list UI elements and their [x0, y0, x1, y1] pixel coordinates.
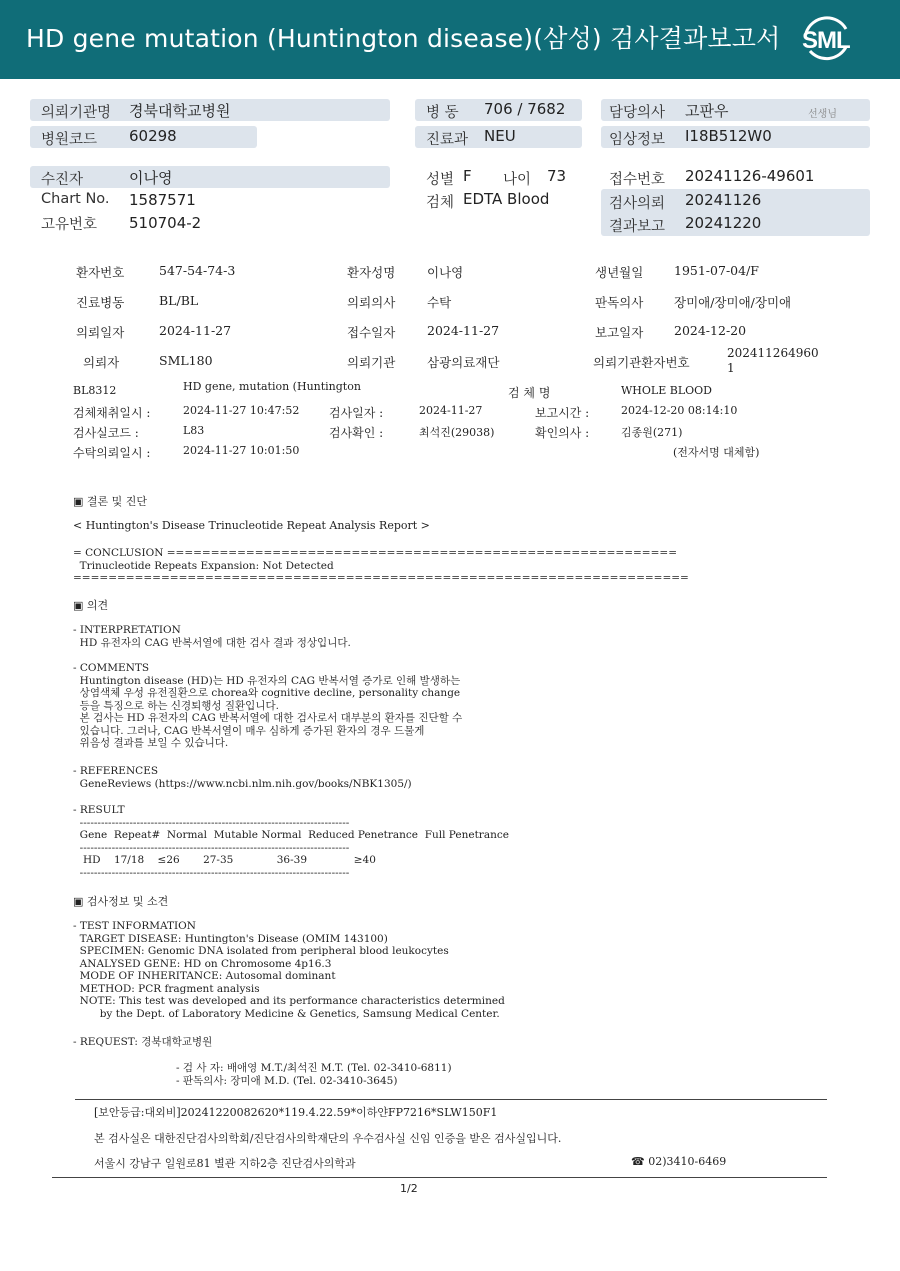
- ward-label: 병 동: [426, 105, 459, 121]
- phone-line: ☎ 02)3410-6469: [631, 1155, 727, 1168]
- receipt-value: 20241126-49601: [685, 167, 815, 185]
- tb-specimen-label: 검 체 명: [508, 386, 551, 400]
- clinical-label: 임상정보: [609, 132, 666, 148]
- tb-confirm-label: 검사확인 :: [329, 426, 384, 440]
- tb-reporttime-label: 보고시간 :: [535, 406, 590, 420]
- patient-label: 수진자: [41, 172, 84, 188]
- pb-inst-patient-no-label: 의뢰기관환자번호: [593, 355, 690, 370]
- ward-value: 706 / 7682: [484, 100, 566, 118]
- interpretation-block: - INTERPRETATION HD 유전자의 CAG 반복서열에 대한 검사 결과 정상입니다.: [73, 624, 351, 649]
- test-information-block: - TEST INFORMATION TARGET DISEASE: Huntington's Disease (OMIM 143100) SPECIMEN: Genomic DNA isolated from peripheral blood leukocytes ANALYSED GENE: HD on Chromosome 4p16.3 MODE OF INHERITANCE: Autosomal dominant METHOD: PCR fragment analysis NOTE: This test was developed and its performance characteristics determined by the Dept. of Laboratory Medicine & Genetics, Samsung Medical Center.: [73, 920, 505, 1020]
- tb-confirmdoc-label: 확인의사 :: [535, 426, 590, 440]
- sml-logo-text: SML: [802, 27, 850, 54]
- section-opinion-heading: ▣ 의견: [73, 599, 109, 612]
- tb-name: HD gene, mutation (Huntington: [183, 380, 361, 393]
- patient-value: 이나영: [129, 169, 173, 187]
- tb-room-value: L83: [183, 424, 205, 437]
- pb-receipt-date-value: 2024-11-27: [427, 323, 500, 338]
- pb-req-doctor-label: 의뢰의사: [347, 295, 396, 310]
- department-value: NEU: [484, 127, 516, 145]
- pb-report-date-value: 2024-12-20: [674, 323, 747, 338]
- security-line: [보안등급:대외비]20241220082620*119.4.22.59*이하얀FP7216*SLW150F1: [94, 1106, 498, 1119]
- tb-collect-label: 검체채취일시 :: [73, 406, 151, 420]
- tb-testdate-value: 2024-11-27: [419, 404, 483, 417]
- uid-label: 고유번호: [41, 217, 98, 233]
- pb-birth-label: 생년월일: [595, 265, 644, 280]
- pb-birth-value: 1951-07-04/F: [674, 263, 759, 278]
- pb-req-date-value: 2024-11-27: [159, 323, 232, 338]
- sex-value: F: [463, 167, 472, 185]
- tb-consign-value: 2024-11-27 10:01:50: [183, 444, 300, 457]
- pb-patient-name-label: 환자성명: [347, 265, 396, 280]
- section-testinfo-heading: ▣ 검사정보 및 소견: [73, 895, 169, 908]
- age-value: 73: [547, 167, 567, 185]
- pb-req-inst-label: 의뢰기관: [347, 355, 396, 370]
- receipt-label: 접수번호: [609, 172, 666, 188]
- request-label: 검사의뢰: [609, 196, 666, 212]
- hospital-code-label: 병원코드: [41, 132, 98, 148]
- hospital-code-value: 60298: [129, 127, 177, 145]
- sex-label: 성별: [426, 172, 455, 188]
- request-line: - REQUEST: 경북대학교병원: [73, 1036, 213, 1048]
- pb-reader-value: 장미애/장미애/장미애: [674, 295, 792, 310]
- report-value: 20241220: [685, 214, 762, 232]
- pb-req-date-label: 의뢰일자: [76, 325, 125, 340]
- tb-collect-value: 2024-11-27 10:47:52: [183, 404, 300, 417]
- institution-value: 경북대학교병원: [129, 102, 231, 120]
- patient-box: [30, 166, 390, 188]
- chart-value: 1587571: [129, 191, 196, 209]
- request-value: 20241126: [685, 191, 762, 209]
- specimen-label: 검체: [426, 195, 455, 211]
- pb-receipt-date-label: 접수일자: [347, 325, 396, 340]
- institution-label: 의뢰기관명: [41, 105, 112, 121]
- section-conclusion-heading: ▣ 결론 및 진단: [73, 495, 148, 508]
- age-label: 나이: [503, 172, 532, 188]
- tb-specimen-value: WHOLE BLOOD: [621, 384, 712, 397]
- pb-patient-name-value: 이나영: [427, 265, 464, 280]
- comments-block: - COMMENTS Huntington disease (HD)는 HD 유전자의 CAG 반복서열 증가로 인해 발생하는 상염색체 우성 유전질환으로 chorea와 cognitive decline, personality change 등을 특징으로 하는 신경퇴행성 질환입니다. 본 검사는 HD 유전자의 CAG 반복서열에 대한 검사로서 대부분의 환자를 진단할 수 있습니다. 그러나, CAG 반복서열이 매우 심하게 증가된 환자의 경우 드물게 위음성 결과를 보일 수 있습니다.: [73, 662, 463, 749]
- pb-reader-label: 판독의사: [595, 295, 644, 310]
- doctor-suffix: 선생님: [808, 109, 837, 120]
- report-title: HD gene mutation (Huntington disease)(삼성) 검사결과보고서: [26, 24, 781, 53]
- report-label: 결과보고: [609, 219, 666, 235]
- pb-ward-label: 진료병동: [76, 295, 125, 310]
- tb-confirm-value: 최석진(29038): [419, 426, 495, 439]
- pb-requester-value: SML180: [159, 353, 213, 368]
- result-table-block: - RESULT ---------------------------------------------------------------------------- Gene Repeat# Normal Mutable Normal Reduced Penetrance Full Penetrance ---------------------------------------------------------------------------- HD 17/18 ≤26 27-35 36-39 ≥40 ----------------------------------------------------------------------------: [73, 804, 509, 879]
- tb-room-label: 검사실코드 :: [73, 426, 139, 440]
- report-subtitle: < Huntington's Disease Trinucleotide Repeat Analysis Report >: [73, 519, 430, 532]
- pb-req-doctor-value: 수탁: [427, 295, 452, 310]
- pb-requester-label: 의뢰자: [83, 355, 120, 370]
- department-label: 진료과: [426, 132, 469, 148]
- doctor-label: 담당의사: [609, 105, 666, 121]
- tb-testdate-label: 검사일자 :: [329, 406, 384, 420]
- footer-top-divider: [75, 1099, 827, 1100]
- tb-reporttime-value: 2024-12-20 08:14:10: [621, 404, 738, 417]
- references-block: - REFERENCES GeneReviews (https://www.ncbi.nlm.nih.gov/books/NBK1305/): [73, 765, 412, 790]
- pb-ward-value: BL/BL: [159, 293, 199, 308]
- doctor-value: 고판우: [685, 102, 729, 120]
- uid-value: 510704-2: [129, 214, 202, 232]
- address-line: 서울시 강남구 일원로81 별관 지하2층 진단검사의학과: [94, 1157, 356, 1170]
- page-number: 1/2: [400, 1182, 418, 1195]
- pb-inst-patient-no-value: 202411264960: [727, 346, 819, 360]
- report-header: [0, 0, 900, 79]
- conclusion-block: = CONCLUSION ========================================================== Trinucleotide Repeats Expansion: Not Detected ======================================================================: [73, 547, 689, 584]
- chart-label: Chart No.: [41, 191, 110, 207]
- tb-confirmdoc-value: 김종원(271): [621, 426, 683, 439]
- signers-block: - 검 사 자: 배애영 M.T./최석진 M.T. (Tel. 02-3410-6811) - 판독의사: 장미애 M.D. (Tel. 02-3410-3645): [176, 1062, 452, 1087]
- footer-bottom-divider: [52, 1177, 827, 1178]
- pb-patient-no-label: 환자번호: [76, 265, 125, 280]
- pb-report-date-label: 보고일자: [595, 325, 644, 340]
- tb-consign-label: 수탁의뢰일시 :: [73, 446, 151, 460]
- tb-code: BL8312: [73, 384, 117, 397]
- pb-inst-patient-no-value-cont: 1: [727, 361, 735, 375]
- sml-logo: [798, 13, 854, 65]
- specimen-value: EDTA Blood: [463, 190, 550, 208]
- pb-patient-no-value: 547-54-74-3: [159, 263, 236, 278]
- pb-req-inst-value: 삼광의료재단: [427, 355, 500, 370]
- certification-line: 본 검사실은 대한진단검사의학회/진단검사의학재단의 우수검사실 신임 인증을 받은 검사실입니다.: [94, 1132, 562, 1145]
- tb-esign: (전자서명 대체함): [673, 446, 760, 459]
- clinical-value: I18B512W0: [685, 127, 772, 145]
